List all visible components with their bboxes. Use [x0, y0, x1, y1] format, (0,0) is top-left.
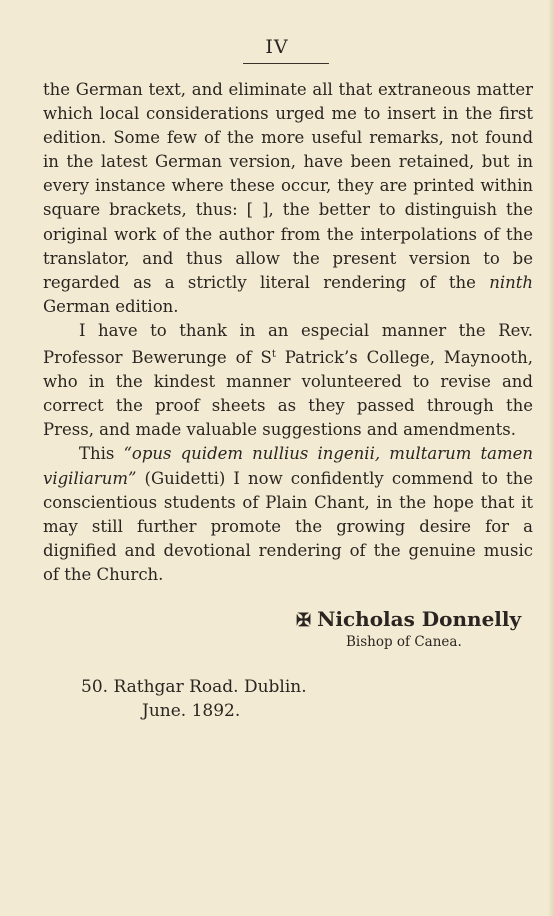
page-edge — [548, 0, 554, 916]
maltese-cross-icon: ✠ — [296, 610, 312, 631]
address: 50. Rathgar Road. Dublin. — [81, 677, 307, 697]
paragraph-1 — [43, 78, 533, 319]
p1-text-after: German edition. — [43, 296, 179, 316]
header-rule — [243, 63, 329, 64]
p2-text-before: I have to thank in an especial manner the Rev. Professor Bewerunge of S — [43, 320, 533, 368]
p1-text-before: the German text, and eliminate all that extraneous matter which local considerations urged me to insert in the first edition. Some few of the more useful remarks, not found in the latest German version, have been retained, but in every instance where these occur, they are printed within square brackets, thus: [ ], the better to distinguish the original work of the author from the interpolations of the translator, and thus allow the present version to be regarded as a strictly literal rendering of the — [43, 80, 533, 292]
p1-italic: ninth — [489, 272, 533, 292]
signature-name: Nicholas Donnelly — [317, 607, 522, 631]
signature-title: Bishop of Canea. — [346, 634, 462, 650]
paragraph-2 — [43, 319, 533, 442]
signature — [296, 607, 521, 631]
page-number: IV — [265, 36, 289, 58]
p3-text-before: This — [79, 444, 124, 464]
p2-text-after: Patrick’s College, Maynooth, who in the kindest manner volunteered to revise and correct the proof sheets as they passed through the Press, and made valuable suggestions and amendments. — [43, 348, 533, 440]
p2-superscript: t — [271, 349, 276, 361]
p3-italic-quote: “opus quidem nullius ingenii, multarum tamen vigiliarum” — [43, 444, 533, 488]
paragraph-3 — [43, 442, 533, 587]
body-text — [43, 78, 533, 587]
date: June. 1892. — [142, 701, 241, 721]
p3-text-after: (Guidetti) I now confidently commend to the conscientious students of Plain Chant, in the hope that it may still further promote the growing desire for a dignified and devotional rendering of the genuine music of the Church. — [43, 468, 533, 584]
